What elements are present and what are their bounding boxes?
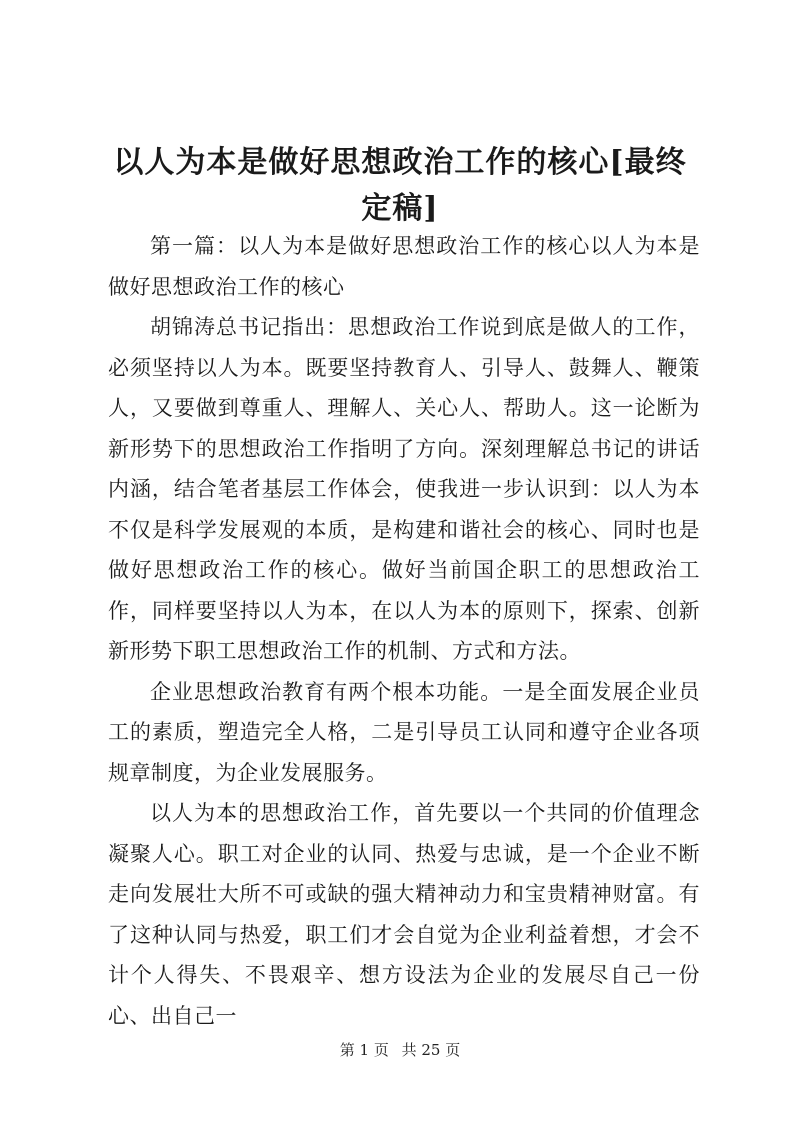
document-body [108, 226, 700, 1036]
paragraph: 胡锦涛总书记指出：思想政治工作说到底是做人的工作，必须坚持以人为本。既要坚持教育人、引导人、鼓舞人、鞭策人，又要做到尊重人、理解人、关心人、帮助人。这一论断为新形势下的思想政治工作指明了方向。深刻理解总书记的讲话内涵，结合笔者基层工作体会，使我进一步认识到：以人为本不仅是科学发展观的本质，是构建和谐社会的核心、同时也是做好思想政治工作的核心。做好当前国企职工的思想政治工作，同样要坚持以人为本，在以人为本的原则下，探索、创新新形势下职工思想政治工作的机制、方式和方法。 [108, 315, 700, 663]
document-title: 以人为本是做好思想政治工作的核心[最终定稿] [113, 145, 687, 226]
paragraph: 第一篇：以人为本是做好思想政治工作的核心以人为本是做好思想政治工作的核心 [108, 234, 700, 299]
page-number: 第 1 页 [339, 1041, 389, 1059]
paragraph: 企业思想政治教育有两个根本功能。一是全面发展企业员工的素质，塑造完全人格，二是引导员工认同和遵守企业各项规章制度，为企业发展服务。 [108, 679, 700, 785]
paragraph: 以人为本的思想政治工作，首先要以一个共同的价值理念凝聚人心。职工对企业的认同、热爱与忠诚，是一个企业不断走向发展壮大所不可或缺的强大精神动力和宝贵精神财富。有了这种认同与热爱，职工们才会自觉为企业利益着想，才会不计个人得失、不畏艰辛、想方设法为企业的发展尽自己一份心、出自己一 [108, 801, 700, 1028]
page-total: 共 25 页 [401, 1041, 461, 1059]
page-footer [0, 1040, 800, 1060]
